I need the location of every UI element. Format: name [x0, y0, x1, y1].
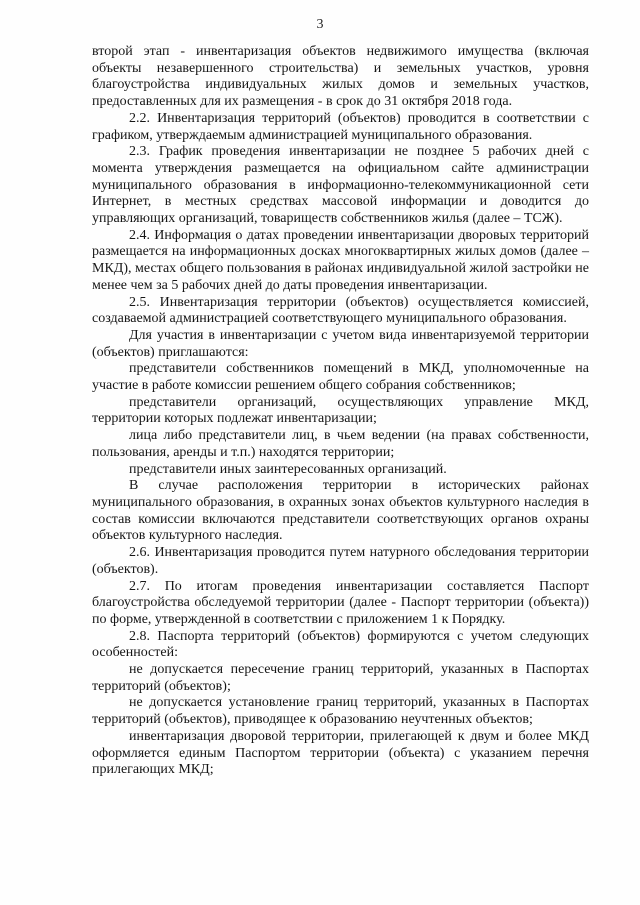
page-number: 3	[316, 17, 324, 32]
paragraph: 2.4. Информация о датах проведении инвентаризации дворовых территорий размещается на информационных досках многоквартирных жилых домов (далее – МКД), местах общего пользования в районах индивидуальной жилой застройки не менее чем за 5 рабочих дней до даты проведения инвентаризации.	[92, 227, 589, 293]
paragraph: 2.5. Инвентаризация территории (объектов) осуществляется комиссией, создаваемой администрацией соответствующего муниципального образования.	[92, 294, 589, 327]
paragraph: представители организаций, осуществляющих управление МКД, территории которых подлежат инвентаризации;	[92, 394, 589, 427]
paragraph: представители иных заинтересованных организаций.	[129, 461, 447, 477]
paragraph: 2.6. Инвентаризация проводится путем натурного обследования территории (объектов).	[92, 545, 589, 577]
paragraph: представители собственников помещений в МКД, уполномоченные на участие в работе комиссии решением общего собрания собственников;	[92, 361, 589, 394]
paragraph: второй этап - инвентаризация объектов недвижимого имущества (включая объекты незавершенного строительства) и земельных участков, уровня благоустройства индивидуальных жилых домов и земельных участков, предоставленных для их размещения - в срок до 31 октября 2018 года.	[92, 44, 589, 110]
paragraph: не допускается пересечение границ территорий, указанных в Паспортах территорий (объектов);	[92, 662, 589, 694]
paragraph: инвентаризация дворовой территории, прилегающей к двум и более МКД оформляется единым Паспортом территории (объекта) с указанием перечня прилегающих МКД;	[92, 728, 589, 778]
paragraph: не допускается установление границ территорий, указанных в Паспортах территорий (объектов), приводящее к образованию неучтенных объектов;	[92, 695, 589, 728]
paragraph: 2.3. График проведения инвентаризации не позднее 5 рабочих дней с момента утверждения размещается на официальном сайте администрации муниципального образования в информационно-телекоммуникационной сети Интернет, в местных средствах массовой информации и доводится до управляющих организаций, товариществ собственников жилья (далее – ТСЖ).	[92, 144, 589, 227]
paragraph: Для участия в инвентаризации с учетом вида инвентаризуемой территории (объектов) приглашаются:	[92, 327, 589, 360]
paragraph: В случае расположения территории в исторических районах муниципального образования, в охранных зонах объектов культурного наследия в состав комиссии включаются представители соответствующих органов охраны объектов культурного наследия.	[92, 478, 589, 544]
paragraph: 2.8. Паспорта территорий (объектов) формируются с учетом следующих особенностей:	[92, 628, 589, 661]
document-body	[92, 44, 589, 779]
paragraph: 2.2. Инвентаризация территорий (объектов) проводится в соответствии с графиком, утверждаемым администрацией муниципального образования.	[92, 110, 589, 143]
paragraph: лица либо представители лиц, в чьем ведении (на правах собственности, пользования, аренды и т.п.) находятся территории;	[92, 428, 589, 460]
paragraph: 2.7. По итогам проведения инвентаризации составляется Паспорт благоустройства обследуемой территории (далее - Паспорт территории (объекта)) по форме, утвержденной в соответствии с приложением 1 к Порядку.	[92, 578, 589, 627]
